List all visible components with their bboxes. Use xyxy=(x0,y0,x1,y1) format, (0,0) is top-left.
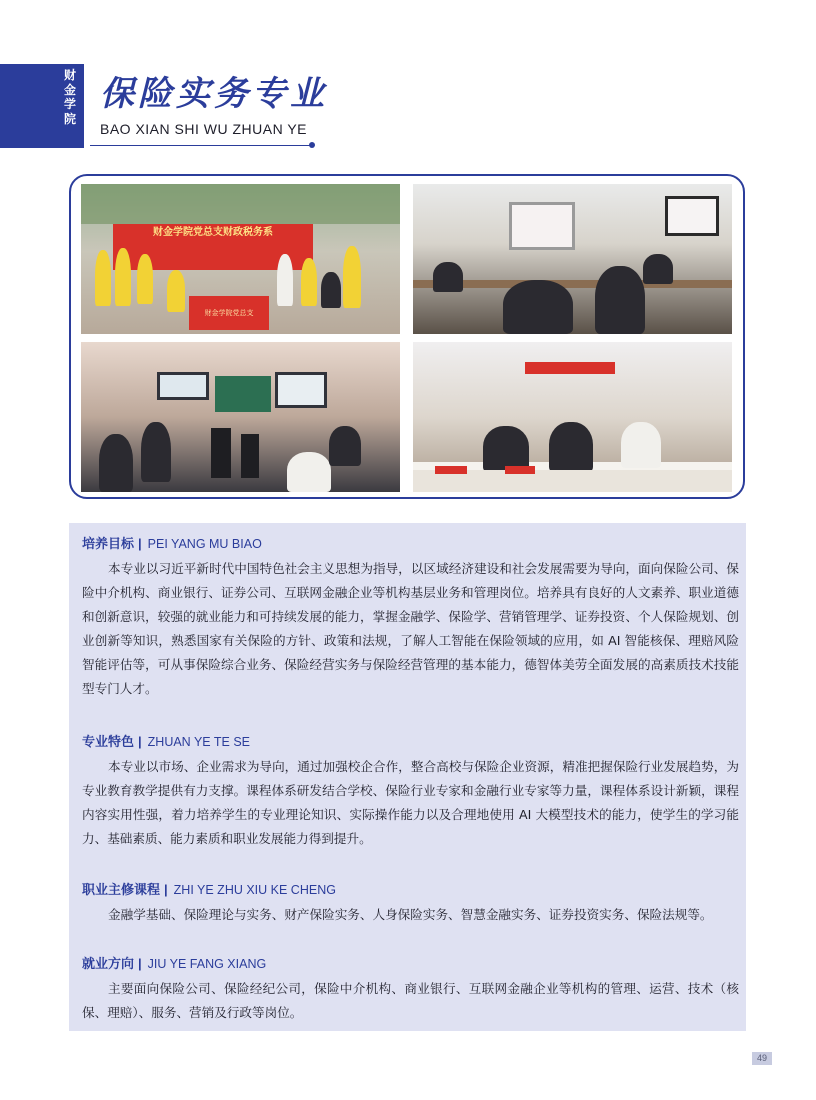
page-title: 保险实务专业 xyxy=(100,74,328,114)
photo-computer-lab xyxy=(81,342,400,492)
section-body-training-goal: 本专业以习近平新时代中国特色社会主义思想为指导，以区域经济建设和社会发展需要为导向，面向保险公司、保险中介机构、商业银行、证券公司、互联网金融企业等机构基层业务和管理岗位。培养具有良好的人文素养、职业道德和创新意识，较强的就业能力和可持续发展的能力，掌握金融学、保险学、营销管理学、证券投资、个人保险规划、创业创新等知识，熟悉国家有关保险的方针、政策和法规，了解人工智能在保险领域的应用，如 AI 智能核保、理赔风险智能评估等，可从事保险综合业务、保险经营实务与保险经营管理的基本能力，德智体美劳全面发展的高素质技术技能型专门人才。 xyxy=(82,561,739,696)
section-heading-training-goal xyxy=(82,535,262,553)
section-body-features: 本专业以市场、企业需求为导向，通过加强校企合作，整合高校与保险企业资源，精准把握保险行业发展趋势，为专业教育教学提供有力支撑。课程体系研发结合学校、保险行业专家和金融行业专家等力量，课程体系设计新颖，课程内容实用性强，着力培养学生的专业理论知识、实际操作能力以及合理地使用 AI 大模型技术的能力，使学生的学习能力、基础素质、能力素质和职业发展能力得到提升。 xyxy=(82,759,739,846)
exam-room-banner xyxy=(525,362,615,374)
photo-lecture-hall xyxy=(413,184,732,334)
section-body-career: 主要面向保险公司、保险经纪公司，保险中介机构、商业银行、互联网金融企业等机构的管理、运营、技术（核保、理赔）、服务、营销及行政等岗位。 xyxy=(82,981,739,1020)
section-heading-career xyxy=(82,955,266,973)
event-banner-text: 财金学院党总支财政税务系 xyxy=(153,227,273,238)
section-title-cn: 职业主修课程 xyxy=(82,882,161,897)
section-body-courses: 金融学基础、保险理论与实务、财产保险实务、人身保险实务、智慧金融实务、证券投资实务、保险法规等。 xyxy=(108,907,713,922)
event-table-sign xyxy=(189,296,269,330)
tab-divider xyxy=(84,64,90,148)
photo-campus-event xyxy=(81,184,400,334)
section-title-en: PEI YANG MU BIAO xyxy=(147,537,262,551)
event-sign-text: 财金学院党总支 xyxy=(204,309,254,317)
section-title-en: ZHI YE ZHU XIU KE CHENG xyxy=(173,883,336,897)
page-subtitle: BAO XIAN SHI WU ZHUAN YE xyxy=(100,121,307,137)
separator-bar: | xyxy=(164,882,168,897)
page-number: 49 xyxy=(752,1052,772,1065)
section-title-en: ZHUAN YE TE SE xyxy=(147,735,250,749)
college-name: 财金学院 xyxy=(63,68,76,126)
section-title-cn: 就业方向 xyxy=(82,956,135,971)
section-title-cn: 培养目标 xyxy=(82,536,135,551)
title-underline-dot xyxy=(309,142,315,148)
side-monitor xyxy=(665,196,719,236)
college-tab xyxy=(0,64,90,148)
section-heading-courses xyxy=(82,881,336,899)
separator-bar: | xyxy=(138,956,142,971)
separator-bar: | xyxy=(138,734,142,749)
projector-screen xyxy=(509,202,575,250)
photo-exam-room xyxy=(413,342,732,492)
section-title-en: JIU YE FANG XIANG xyxy=(147,957,267,971)
section-title-cn: 专业特色 xyxy=(82,734,135,749)
classroom-tv xyxy=(157,372,209,400)
section-heading-features xyxy=(82,733,250,751)
title-underline xyxy=(90,145,312,146)
classroom-tv-right xyxy=(275,372,327,408)
separator-bar: | xyxy=(138,536,142,551)
